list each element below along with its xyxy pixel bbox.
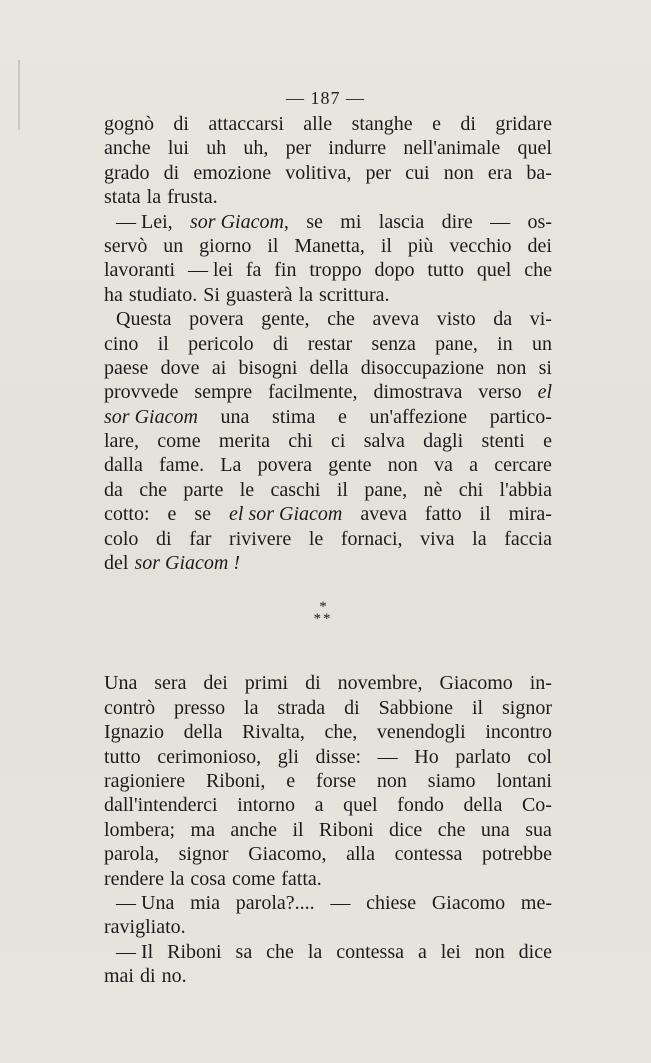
word: parte bbox=[183, 478, 224, 501]
word: di bbox=[156, 527, 172, 550]
word: nè bbox=[423, 478, 443, 501]
word: della bbox=[183, 721, 223, 744]
word: va bbox=[434, 454, 453, 477]
word: forse bbox=[316, 769, 357, 792]
word: gente, bbox=[261, 308, 310, 331]
word: della bbox=[309, 356, 349, 379]
word: colo bbox=[104, 527, 139, 550]
word: cerimonioso, bbox=[157, 745, 262, 768]
word: dalla bbox=[104, 454, 143, 477]
word: fatta. bbox=[281, 867, 322, 890]
word: fornaci, bbox=[340, 527, 403, 550]
word: di bbox=[140, 965, 156, 988]
word: ba- bbox=[526, 161, 552, 184]
word: di bbox=[163, 161, 180, 184]
word: che bbox=[139, 478, 168, 501]
text-line bbox=[104, 429, 552, 453]
word: sera bbox=[154, 672, 187, 695]
word: sor Giacom bbox=[104, 405, 198, 428]
word: fa bbox=[245, 259, 262, 282]
word: e bbox=[338, 405, 347, 428]
word: Co- bbox=[521, 794, 552, 817]
text-line bbox=[104, 258, 552, 282]
word: tutto bbox=[427, 259, 464, 282]
word: il bbox=[471, 696, 484, 719]
text-line bbox=[104, 745, 552, 769]
word: no. bbox=[161, 965, 187, 988]
text-line bbox=[104, 283, 552, 307]
word: studiato. bbox=[128, 283, 198, 306]
word: aveva bbox=[372, 308, 420, 331]
word: — bbox=[330, 891, 351, 914]
word: il bbox=[157, 332, 169, 355]
text-section-before-break bbox=[104, 112, 552, 575]
word: aveva bbox=[360, 503, 407, 526]
word: fondo bbox=[397, 794, 444, 817]
word: far bbox=[189, 527, 212, 550]
word: lavoranti bbox=[104, 259, 176, 282]
word: dopo bbox=[374, 259, 415, 282]
word: dimostrava bbox=[373, 381, 463, 404]
word: stenti bbox=[481, 430, 525, 453]
word: giorno bbox=[199, 234, 252, 257]
word: come bbox=[231, 867, 276, 890]
word: quel bbox=[343, 794, 378, 817]
word: gente bbox=[328, 454, 372, 477]
word: il bbox=[267, 234, 279, 257]
word: il bbox=[336, 478, 348, 501]
word: frusta. bbox=[167, 186, 218, 209]
text-line bbox=[104, 112, 552, 136]
word: e bbox=[543, 430, 552, 453]
word: Giacomo bbox=[431, 891, 506, 914]
word: ragioniere bbox=[104, 769, 186, 792]
word: lontani bbox=[496, 769, 552, 792]
word: e bbox=[432, 113, 441, 135]
word: lascia bbox=[378, 210, 425, 233]
word: Giacomo bbox=[439, 672, 513, 695]
word: dagli bbox=[423, 430, 464, 453]
word: strada bbox=[277, 696, 326, 719]
word: Ignazio bbox=[104, 721, 164, 744]
word: el bbox=[537, 381, 552, 404]
word: fatto bbox=[424, 503, 462, 526]
word: sempre bbox=[194, 381, 253, 404]
word: dall'intenderci bbox=[104, 794, 218, 817]
word: incontro bbox=[485, 721, 552, 744]
word: non bbox=[387, 454, 418, 477]
word: el sor Giacom bbox=[229, 503, 343, 526]
word: che, bbox=[324, 721, 358, 744]
word: una bbox=[220, 405, 250, 428]
word: stanghe bbox=[351, 113, 413, 135]
word: Riboni bbox=[167, 940, 222, 963]
word: ha bbox=[104, 283, 123, 306]
word: in bbox=[497, 332, 513, 355]
word: parola?.... bbox=[235, 891, 315, 914]
word: senza bbox=[371, 332, 416, 355]
word: salva bbox=[363, 430, 405, 453]
word: primi bbox=[244, 672, 289, 695]
word: la bbox=[472, 527, 487, 550]
word: una bbox=[480, 818, 510, 841]
page-number: — 187 — bbox=[286, 88, 365, 108]
word: scrittura. bbox=[319, 283, 390, 306]
word: grado bbox=[104, 161, 150, 184]
word: dove bbox=[160, 356, 200, 379]
word: gognò bbox=[104, 113, 154, 135]
word: di bbox=[344, 696, 360, 719]
word: a bbox=[469, 454, 478, 477]
word: da bbox=[493, 308, 513, 331]
word: povera bbox=[189, 308, 244, 331]
word: di bbox=[173, 113, 189, 135]
word: di bbox=[305, 672, 321, 695]
word: gridare bbox=[495, 113, 552, 135]
word: os- bbox=[527, 210, 552, 233]
text-section-after-break bbox=[104, 671, 552, 988]
body-text bbox=[104, 112, 552, 989]
word: un'affezione bbox=[369, 405, 468, 428]
word: Riboni bbox=[319, 818, 374, 841]
word: contessa bbox=[336, 940, 404, 963]
word: troppo bbox=[309, 259, 362, 282]
text-line bbox=[104, 185, 552, 209]
text-line bbox=[104, 502, 552, 526]
word: cino bbox=[104, 332, 139, 355]
word: vi- bbox=[529, 308, 552, 331]
word: partico- bbox=[489, 405, 552, 428]
word: stima bbox=[272, 405, 316, 428]
word: da bbox=[104, 478, 123, 501]
word: dire bbox=[441, 210, 473, 233]
word: il bbox=[479, 503, 491, 526]
word: faccia bbox=[504, 527, 552, 550]
word: e bbox=[286, 769, 296, 792]
word: lui bbox=[167, 137, 189, 160]
word: sua bbox=[525, 818, 552, 841]
word: caschi bbox=[270, 478, 321, 501]
word: che bbox=[524, 259, 552, 282]
word: cui bbox=[405, 161, 430, 184]
text-line bbox=[104, 356, 552, 380]
word: non bbox=[474, 940, 505, 963]
word: se bbox=[194, 503, 212, 526]
asterism-bottom: ** bbox=[313, 611, 333, 628]
word: per bbox=[365, 161, 392, 184]
word: la bbox=[244, 696, 259, 719]
word: merita bbox=[218, 430, 270, 453]
text-line bbox=[104, 405, 552, 429]
word: quel bbox=[517, 137, 552, 160]
word: del bbox=[104, 552, 129, 575]
word: mira- bbox=[508, 503, 552, 526]
word: a bbox=[314, 794, 324, 817]
word: si bbox=[538, 356, 552, 379]
word: Giacomo, bbox=[248, 843, 327, 866]
word: me- bbox=[520, 891, 552, 914]
word: volitiva, bbox=[285, 161, 352, 184]
word: Riboni, bbox=[205, 769, 266, 792]
word: pane, bbox=[435, 332, 478, 355]
word: vecchio bbox=[449, 234, 512, 257]
word: quel bbox=[476, 259, 512, 282]
word: parlato bbox=[455, 745, 511, 768]
word: Si bbox=[203, 283, 220, 306]
text-line bbox=[104, 940, 552, 964]
word: cosa bbox=[190, 867, 226, 890]
text-line bbox=[104, 964, 552, 988]
word: chi bbox=[458, 478, 484, 501]
word: fame. bbox=[159, 454, 205, 477]
text-line bbox=[104, 478, 552, 502]
word: mia bbox=[190, 891, 221, 914]
word: l'abbia bbox=[499, 478, 552, 501]
word: Sabbione bbox=[378, 696, 454, 719]
word: uh bbox=[206, 137, 227, 160]
word: paese bbox=[104, 356, 149, 379]
word: La bbox=[220, 454, 242, 477]
word: la bbox=[169, 867, 185, 890]
word: chiese bbox=[366, 891, 417, 914]
word: col bbox=[527, 745, 552, 768]
word: — bbox=[490, 210, 511, 233]
word: le bbox=[239, 478, 255, 501]
word: anche bbox=[230, 818, 278, 841]
text-line bbox=[104, 551, 552, 575]
word: in- bbox=[529, 672, 552, 695]
word: attaccarsi bbox=[208, 113, 284, 135]
word: restar bbox=[307, 332, 353, 355]
word: che bbox=[266, 940, 294, 963]
word: presso bbox=[174, 696, 226, 719]
word: — lei bbox=[187, 259, 233, 282]
word: parola, bbox=[104, 843, 159, 866]
word: la bbox=[146, 186, 162, 209]
text-line bbox=[104, 453, 552, 477]
word: ma bbox=[190, 818, 215, 841]
word: dice bbox=[518, 940, 552, 963]
word: bisogni bbox=[238, 356, 298, 379]
asterism-ornament bbox=[311, 601, 335, 627]
text-line bbox=[104, 867, 552, 891]
word: dei bbox=[527, 234, 552, 257]
word: intorno bbox=[237, 794, 295, 817]
word: pericolo bbox=[188, 332, 254, 355]
word: nell'animale bbox=[403, 137, 501, 160]
word: il bbox=[292, 818, 304, 841]
word: lare, bbox=[104, 430, 139, 453]
word: novembre, bbox=[337, 672, 423, 695]
word: di bbox=[272, 332, 289, 355]
word: era bbox=[487, 161, 513, 184]
paragraph bbox=[104, 112, 552, 210]
word: tutto bbox=[104, 745, 141, 768]
word: — Lei, bbox=[116, 210, 173, 233]
word: la bbox=[298, 283, 313, 306]
text-line bbox=[104, 210, 552, 234]
word: cercare bbox=[494, 454, 552, 477]
word: stata bbox=[104, 186, 141, 209]
word: ravigliato. bbox=[104, 916, 186, 939]
word: facilmente, bbox=[268, 381, 358, 404]
word: il bbox=[380, 234, 392, 257]
text-line bbox=[104, 307, 552, 331]
word: Manetta, bbox=[294, 234, 365, 257]
text-line bbox=[104, 793, 552, 817]
word: ai bbox=[211, 356, 227, 379]
word: uh, bbox=[243, 137, 269, 160]
word: chi bbox=[288, 430, 313, 453]
word: sa bbox=[235, 940, 253, 963]
word: cotto: bbox=[104, 503, 150, 526]
text-line bbox=[104, 842, 552, 866]
word: disse: bbox=[315, 745, 362, 768]
word: non bbox=[496, 356, 527, 379]
word: di bbox=[460, 113, 476, 135]
word: viva bbox=[420, 527, 455, 550]
word: sor Giacom, bbox=[190, 210, 289, 233]
word: signor bbox=[178, 843, 229, 866]
word: provvede bbox=[104, 381, 179, 404]
word: se bbox=[306, 210, 323, 233]
text-line bbox=[104, 769, 552, 793]
word: a bbox=[417, 940, 427, 963]
word: rendere bbox=[104, 867, 164, 890]
text-line bbox=[104, 527, 552, 551]
text-line bbox=[104, 915, 552, 939]
word: alle bbox=[303, 113, 333, 135]
text-line bbox=[104, 696, 552, 720]
paragraph bbox=[104, 671, 552, 891]
word: — Il bbox=[116, 940, 154, 963]
asterism-top: * bbox=[319, 599, 327, 616]
word: — Una bbox=[116, 891, 175, 914]
word: che bbox=[327, 308, 355, 331]
section-break bbox=[104, 575, 552, 671]
word: della bbox=[463, 794, 503, 817]
text-line bbox=[104, 161, 552, 185]
word: un bbox=[531, 332, 552, 355]
word: disoccupazione bbox=[360, 356, 485, 379]
text-line bbox=[104, 818, 552, 842]
word: alla bbox=[346, 843, 375, 866]
word: Ho bbox=[414, 745, 439, 768]
word: ci bbox=[331, 430, 346, 453]
word: guasterà bbox=[225, 283, 293, 306]
word: per bbox=[285, 137, 312, 160]
word: venendogli bbox=[376, 721, 466, 744]
word: sor Giacom ! bbox=[134, 552, 240, 575]
text-line bbox=[104, 671, 552, 695]
word: la bbox=[307, 940, 323, 963]
text-line bbox=[104, 136, 552, 160]
word: pane, bbox=[364, 478, 408, 501]
word: rivivere bbox=[229, 527, 292, 550]
word: verso bbox=[478, 381, 522, 404]
word: potrebbe bbox=[481, 843, 552, 866]
word: Questa bbox=[116, 308, 172, 331]
text-line bbox=[104, 234, 552, 258]
word: Una bbox=[104, 672, 138, 695]
text-line bbox=[104, 380, 552, 404]
word: contessa bbox=[394, 843, 463, 866]
word: dice bbox=[388, 818, 423, 841]
word: non bbox=[376, 769, 407, 792]
paragraph bbox=[104, 307, 552, 575]
word: dei bbox=[203, 672, 228, 695]
word: un bbox=[163, 234, 184, 257]
word: povera bbox=[257, 454, 313, 477]
word: non bbox=[443, 161, 474, 184]
paragraph bbox=[104, 891, 552, 940]
text-line bbox=[104, 332, 552, 356]
word: emozione bbox=[193, 161, 272, 184]
word: fin bbox=[274, 259, 297, 282]
text-line bbox=[104, 720, 552, 744]
word: indurre bbox=[328, 137, 387, 160]
word: mai bbox=[104, 965, 134, 988]
word: che bbox=[437, 818, 466, 841]
word: anche bbox=[104, 137, 151, 160]
word: gli bbox=[277, 745, 299, 768]
word: siamo bbox=[427, 769, 476, 792]
word: lombera; bbox=[104, 818, 176, 841]
word: signor bbox=[501, 696, 552, 719]
word: Rivalta, bbox=[242, 721, 305, 744]
paragraph bbox=[104, 210, 552, 308]
word: servò bbox=[104, 234, 148, 257]
word: contrò bbox=[104, 696, 156, 719]
word: lei bbox=[440, 940, 461, 963]
word: mi bbox=[340, 210, 362, 233]
paragraph bbox=[104, 940, 552, 989]
word: più bbox=[407, 234, 434, 257]
word: le bbox=[308, 527, 324, 550]
word: — bbox=[377, 745, 398, 768]
text-line bbox=[104, 891, 552, 915]
word: e bbox=[167, 503, 177, 526]
word: come bbox=[157, 430, 201, 453]
word: visto bbox=[436, 308, 476, 331]
